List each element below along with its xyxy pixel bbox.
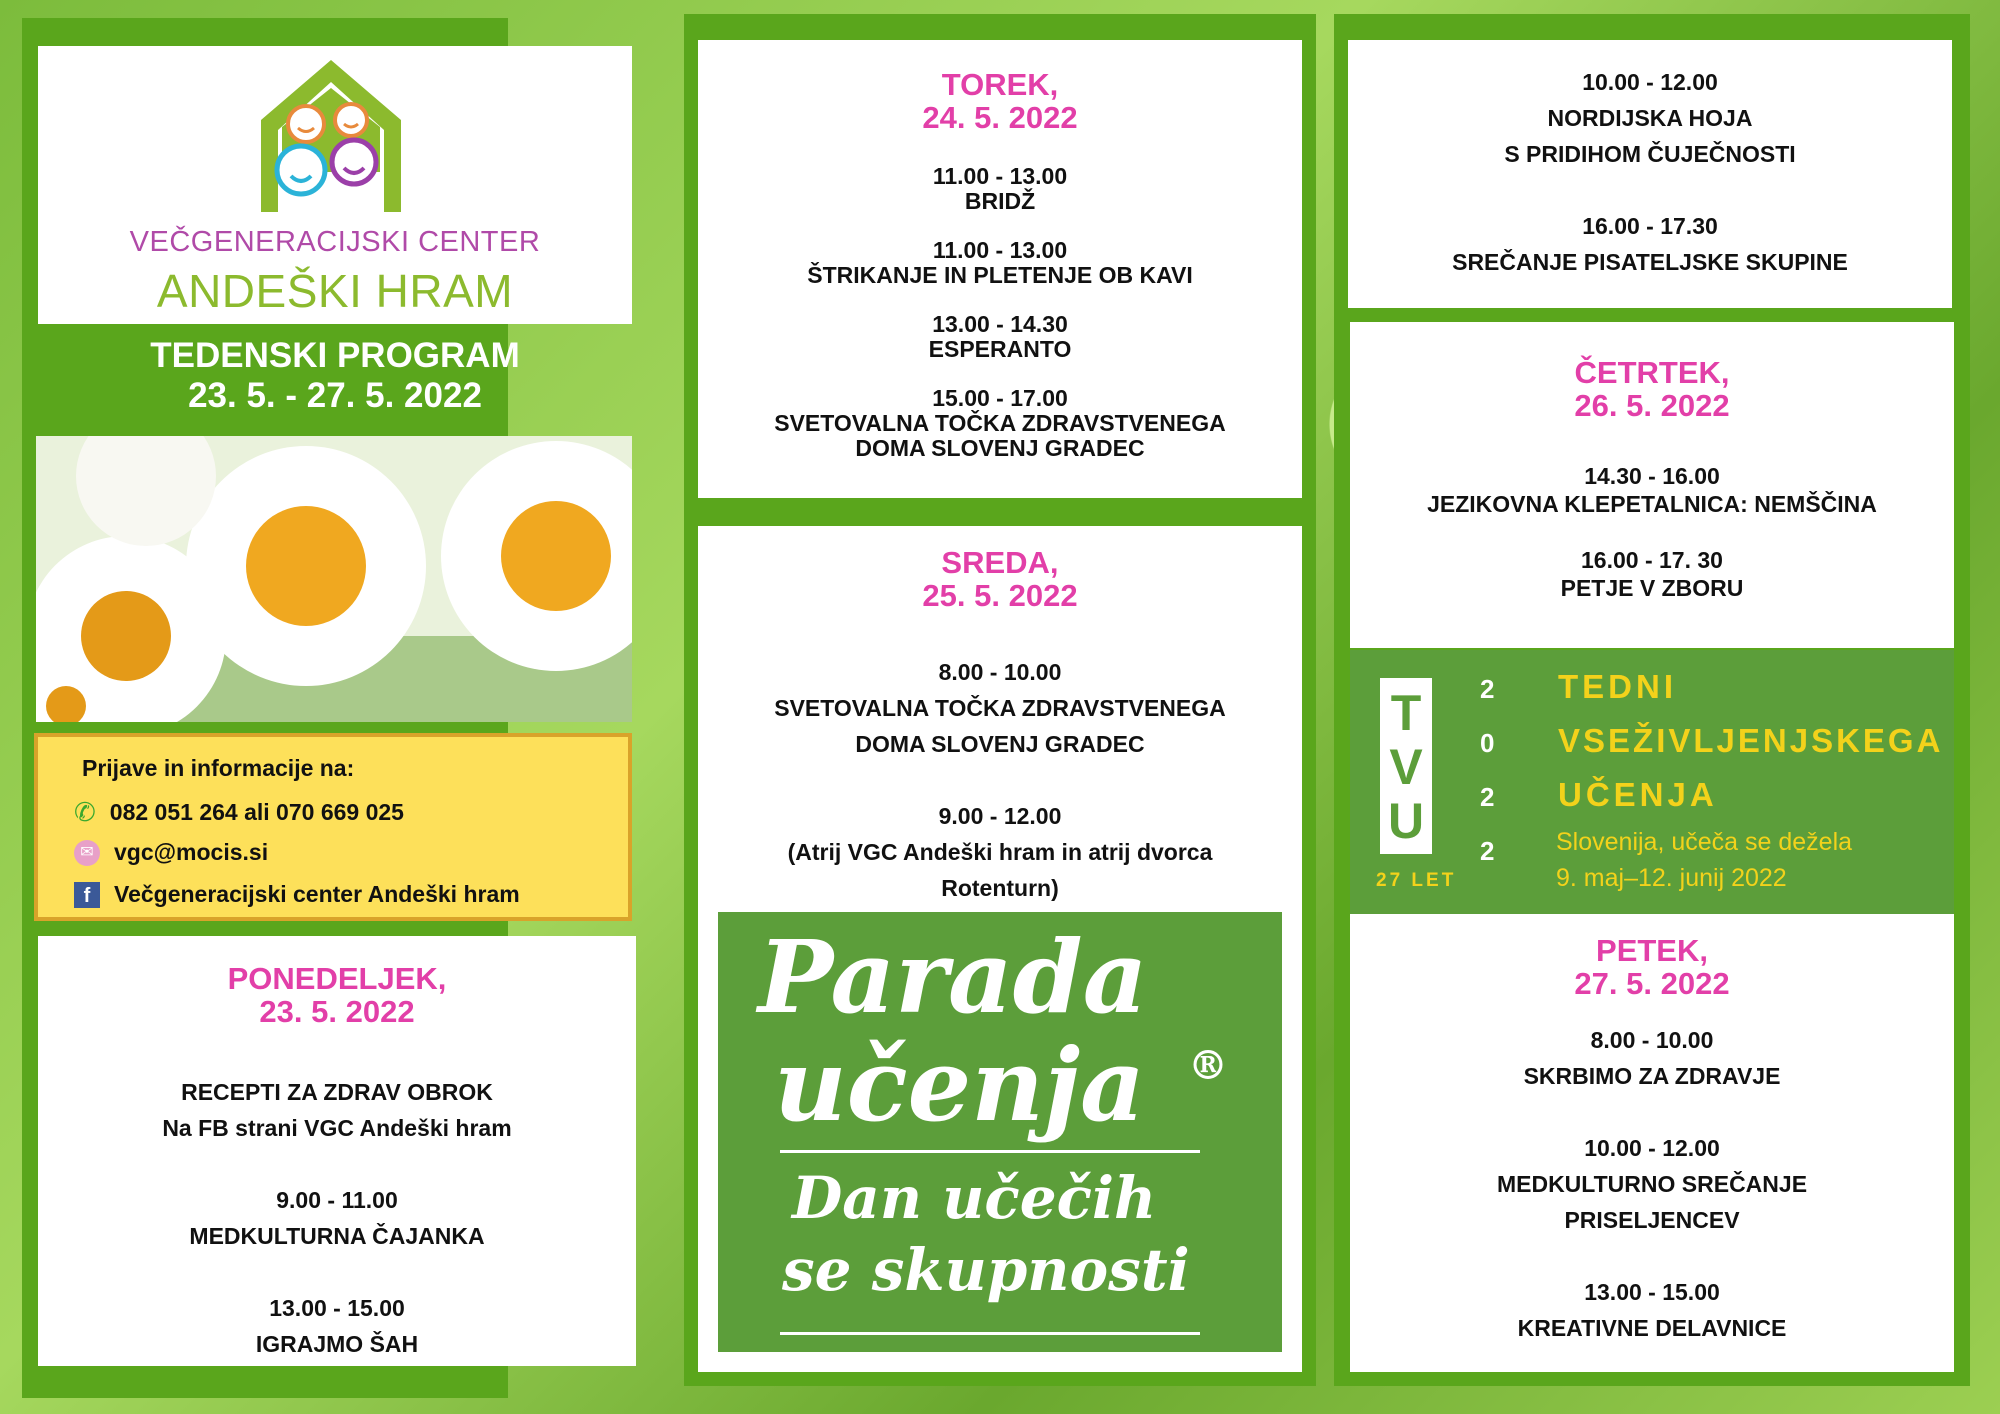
friday-e2b: PRISELJENCEV xyxy=(1564,1207,1740,1233)
info-box xyxy=(34,733,632,921)
house-logo-icon xyxy=(256,52,406,222)
friday-date: 27. 5. 2022 xyxy=(1574,966,1730,1001)
info-heading: Prijave in informacije na: xyxy=(82,755,355,781)
tvu-letter-u: U xyxy=(1387,793,1425,849)
tvu-subtitle1: Slovenija, učeča se dežela xyxy=(1556,828,1853,856)
wed2-e3t: 10.00 - 12.00 xyxy=(1582,69,1718,95)
tuesday-e4b: DOMA SLOVENJ GRADEC xyxy=(855,435,1145,461)
monday-e3t: 13.00 - 15.00 xyxy=(269,1295,405,1321)
monday-day: PONEDELJEK, xyxy=(227,961,447,996)
tuesday-e2a: ŠTRIKANJE IN PLETENJE OB KAVI xyxy=(807,262,1193,288)
tuesday-card xyxy=(698,40,1302,498)
wed2-e4a: SREČANJE PISATELJSKE SKUPINE xyxy=(1452,249,1848,275)
program-title xyxy=(38,336,632,416)
friday-e1t: 8.00 - 10.00 xyxy=(1590,1027,1714,1053)
wednesday-e1a: SVETOVALNA TOČKA ZDRAVSTVENEGA xyxy=(774,695,1226,721)
info-phone-row[interactable] xyxy=(74,797,404,828)
parada-line3: Dan učečih xyxy=(792,1164,1157,1232)
monday-card xyxy=(38,936,636,1366)
info-facebook-row[interactable] xyxy=(74,881,520,908)
mail-icon: ✉ xyxy=(74,840,100,866)
thursday-e2t: 16.00 - 17. 30 xyxy=(1581,547,1723,573)
logo-line1: VEČGENERACIJSKI CENTER xyxy=(129,226,541,258)
logo-line2: ANDEŠKI HRAM xyxy=(156,265,514,317)
wednesday-e1t: 8.00 - 10.00 xyxy=(938,659,1062,685)
parada-reg: ® xyxy=(1188,1042,1228,1089)
thursday-date: 26. 5. 2022 xyxy=(1574,388,1730,423)
friday-e3t: 13.00 - 15.00 xyxy=(1584,1279,1720,1305)
parada-ucenja-logo xyxy=(718,912,1282,1352)
parada-line4: se skupnosti xyxy=(782,1236,1190,1304)
tuesday-e3a: ESPERANTO xyxy=(928,336,1072,362)
tvu-subtitle2: 9. maj–12. junij 2022 xyxy=(1556,864,1787,892)
tvu-title2: VSEŽIVLJENJSKEGA xyxy=(1558,722,1944,759)
wednesday-e2a: (Atrij VGC Andeški hram in atrij dvorca xyxy=(787,839,1213,865)
program-title-text: TEDENSKI PROGRAM xyxy=(150,336,520,375)
tuesday-e3t: 13.00 - 14.30 xyxy=(932,311,1068,337)
wednesday-continued-card xyxy=(1348,40,1952,308)
info-phone: 082 051 264 ali 070 669 025 xyxy=(109,799,404,825)
info-email-row[interactable] xyxy=(74,839,268,866)
facebook-icon: f xyxy=(74,882,100,908)
monday-e2t: 9.00 - 11.00 xyxy=(276,1187,398,1213)
tvu-title1: TEDNI xyxy=(1558,668,1677,705)
tvu-year-2b: 2 xyxy=(1480,782,1495,812)
tuesday-e4a: SVETOVALNA TOČKA ZDRAVSTVENEGA xyxy=(774,410,1226,436)
wednesday-day: SREDA, xyxy=(941,545,1059,580)
wednesday-e1b: DOMA SLOVENJ GRADEC xyxy=(855,731,1145,757)
friday-day: PETEK, xyxy=(1596,933,1708,968)
thursday-card xyxy=(1350,322,1954,648)
tvu-banner xyxy=(1350,650,1954,914)
wed2-e3b: S PRIDIHOM ČUJEČNOSTI xyxy=(1504,141,1796,167)
tvu-year-0: 0 xyxy=(1480,728,1495,758)
thursday-e1a: JEZIKOVNA KLEPETALNICA: NEMŠČINA xyxy=(1427,491,1877,517)
tvu-letter-t: T xyxy=(1390,685,1422,741)
monday-e2a: MEDKULTURNA ČAJANKA xyxy=(189,1223,485,1249)
info-facebook: Večgeneracijski center Andeški hram xyxy=(114,881,520,907)
parada-divider-bottom xyxy=(780,1332,1200,1335)
thursday-e1t: 14.30 - 16.00 xyxy=(1584,463,1720,489)
tvu-year-2a: 2 xyxy=(1480,674,1495,704)
parada-line2: učenja xyxy=(774,1026,1145,1144)
thursday-e2a: PETJE V ZBORU xyxy=(1560,575,1744,601)
logo xyxy=(38,46,632,324)
tuesday-e4t: 15.00 - 17.00 xyxy=(932,385,1068,411)
wednesday-e2b: Rotenturn) xyxy=(941,875,1059,901)
phone-icon: ✆ xyxy=(74,797,96,827)
monday-e1a: RECEPTI ZA ZDRAV OBROK xyxy=(181,1079,493,1105)
monday-e1b: Na FB strani VGC Andeški hram xyxy=(162,1115,512,1141)
thursday-day: ČETRTEK, xyxy=(1574,355,1730,390)
parada-divider-top xyxy=(780,1150,1200,1153)
friday-e3a: KREATIVNE DELAVNICE xyxy=(1517,1315,1787,1341)
friday-e2t: 10.00 - 12.00 xyxy=(1584,1135,1720,1161)
wednesday-e2t: 9.00 - 12.00 xyxy=(938,803,1062,829)
tvu-age: 27 LET xyxy=(1376,870,1457,891)
tvu-title3: UČENJA xyxy=(1558,776,1718,813)
tuesday-e2t: 11.00 - 13.00 xyxy=(932,237,1068,263)
program-dates: 23. 5. - 27. 5. 2022 xyxy=(188,376,482,415)
tuesday-day: TOREK, xyxy=(941,67,1059,102)
friday-e1a: SKRBIMO ZA ZDRAVJE xyxy=(1523,1063,1781,1089)
tvu-year-2c: 2 xyxy=(1480,836,1495,866)
wednesday-date: 25. 5. 2022 xyxy=(922,578,1078,613)
friday-e2a: MEDKULTURNO SREČANJE xyxy=(1496,1171,1808,1197)
info-email: vgc@mocis.si xyxy=(114,839,269,865)
monday-e3a: IGRAJMO ŠAH xyxy=(255,1331,419,1357)
tvu-letter-v: V xyxy=(1389,739,1423,795)
tuesday-e1t: 11.00 - 13.00 xyxy=(932,163,1068,189)
tuesday-e1a: BRIDŽ xyxy=(964,188,1036,214)
daisy-photo xyxy=(36,436,632,722)
monday-date: 23. 5. 2022 xyxy=(259,994,415,1029)
wed2-e4t: 16.00 - 17.30 xyxy=(1582,213,1718,239)
parada-line1: Parada xyxy=(758,918,1148,1036)
wed2-e3a: NORDIJSKA HOJA xyxy=(1547,105,1753,131)
friday-card xyxy=(1350,914,1954,1372)
tuesday-date: 24. 5. 2022 xyxy=(922,100,1078,135)
